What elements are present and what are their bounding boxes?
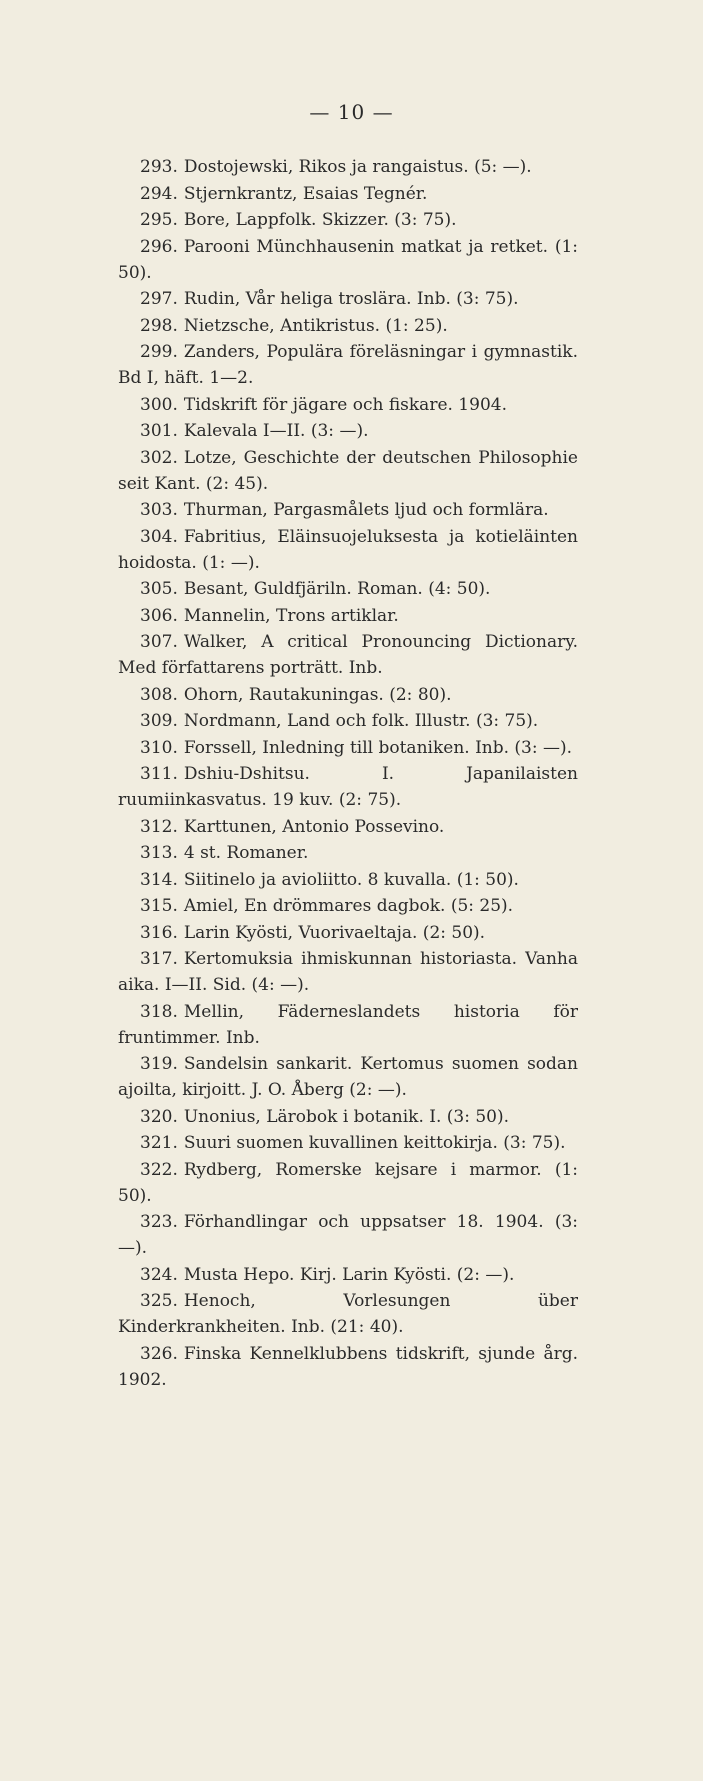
entry-number: 313. — [140, 843, 178, 863]
entry-number: 310. — [140, 737, 178, 758]
entry-number: 302. — [140, 447, 178, 468]
entry-text: Forssell, Inledning till botaniken. Inb. (3: —). — [183, 737, 573, 758]
page-number: — 10 — — [309, 100, 394, 124]
list-item — [118, 1051, 578, 1103]
entry-text: Kertomuksia ihmiskunnan historiasta. Vanha aika. I—II. Sid. (4: —). — [118, 949, 578, 995]
list-item — [118, 524, 578, 576]
list-item — [118, 946, 578, 998]
entry-number: 324. — [140, 1264, 178, 1285]
entry-number: 304. — [140, 526, 178, 547]
entry-number: 314. — [140, 869, 178, 890]
entry-text: Ohorn, Rautakuningas. (2: 80). — [183, 684, 452, 705]
entry-text: Besant, Guldfjäriln. Roman. (4: 50). — [183, 579, 491, 599]
list-item — [118, 181, 578, 207]
entry-text: Rydberg, Romerske kejsare i marmor. (1: 50). — [118, 1159, 578, 1206]
entry-number: 307. — [140, 632, 178, 652]
entry-text: Nordmann, Land och folk. Illustr. (3: 75). — [183, 711, 539, 731]
list-item — [118, 708, 578, 734]
list-item — [118, 418, 578, 444]
entry-text: Sandelsin sankarit. Kertomus suomen sodan ajoilta, kirjoitt. J. O. Åberg (2: —). — [118, 1054, 578, 1100]
entry-number: 296. — [140, 236, 178, 257]
entry-text: Karttunen, Antonio Possevino. — [183, 816, 445, 837]
entry-number: 299. — [140, 342, 178, 362]
list-item — [118, 735, 578, 761]
entry-number: 322. — [140, 1159, 178, 1180]
entry-text: Dshiu-Dshitsu. I. Japanilaisten ruumiinkasvatus. 19 kuv. (2: 75). — [118, 764, 578, 810]
entry-number: 301. — [140, 421, 178, 441]
list-item — [118, 1341, 578, 1393]
list-item — [118, 392, 578, 418]
list-item — [118, 207, 578, 233]
catalogue-entries — [118, 154, 578, 1393]
entry-text: Amiel, En drömmares dagbok. (5: 25). — [183, 896, 514, 916]
list-item — [118, 1288, 578, 1340]
entry-number: 305. — [140, 579, 178, 599]
entry-text: Unonius, Lärobok i botanik. I. (3: 50). — [183, 1106, 510, 1127]
entry-text: Kalevala I—II. (3: —). — [183, 421, 369, 441]
entry-text: Finska Kennelklubbens tidskrift, sjunde årg. 1902. — [118, 1343, 578, 1390]
entry-number: 308. — [140, 684, 178, 705]
entry-text: Tidskrift för jägare och fiskare. 1904. — [183, 394, 507, 415]
entry-number: 295. — [140, 210, 178, 230]
entry-text: Rudin, Vår heliga troslära. Inb. (3: 75). — [183, 289, 519, 309]
entry-number: 315. — [140, 896, 178, 916]
entry-text: Stjernkrantz, Esaias Tegnér. — [183, 183, 428, 204]
entry-text: Fabritius, Eläinsuojeluksesta ja kotieläinten hoidosta. (1: —). — [118, 526, 578, 573]
entry-text: Thurman, Pargasmålets ljud och formlära. — [183, 500, 549, 520]
entry-number: 303. — [140, 500, 178, 520]
entry-text: Mannelin, Trons artiklar. — [183, 605, 399, 626]
entry-text: Siitinelo ja avioliitto. 8 kuvalla. (1: 50). — [183, 869, 519, 890]
list-item — [118, 893, 578, 919]
entry-number: 325. — [140, 1291, 178, 1311]
list-item — [118, 313, 578, 339]
list-item — [118, 999, 578, 1051]
list-item — [118, 1157, 578, 1209]
list-item — [118, 234, 578, 286]
entry-text: Parooni Münchhausenin matkat ja retket. (1: 50). — [118, 236, 578, 283]
list-item — [118, 682, 578, 708]
entry-number: 297. — [140, 289, 178, 309]
list-item — [118, 497, 578, 523]
entry-number: 312. — [140, 816, 178, 837]
entry-text: Dostojewski, Rikos ja rangaistus. (5: —). — [183, 157, 532, 177]
entry-text: Suuri suomen kuvallinen keittokirja. (3: 75). — [183, 1133, 566, 1153]
entry-text: Förhandlingar och uppsatser 18. 1904. (3: —). — [118, 1212, 578, 1258]
entry-text: Nietzsche, Antikristus. (1: 25). — [183, 315, 448, 336]
list-item — [118, 576, 578, 602]
entry-number: 321. — [140, 1133, 178, 1153]
list-item — [118, 1104, 578, 1130]
entry-text: Bore, Lappfolk. Skizzer. (3: 75). — [183, 210, 457, 230]
entry-text: Mellin, Fäderneslandets historia för fruntimmer. Inb. — [118, 1001, 578, 1048]
list-item — [118, 154, 578, 180]
entry-text: Henoch, Vorlesungen über Kinderkrankheiten. Inb. (21: 40). — [118, 1291, 578, 1337]
entry-number: 300. — [140, 394, 178, 415]
list-item — [118, 286, 578, 312]
list-item — [118, 1130, 578, 1156]
entry-text: Zanders, Populära föreläsningar i gymnastik. Bd I, häft. 1—2. — [118, 342, 578, 388]
entry-number: 311. — [140, 764, 178, 784]
entry-number: 309. — [140, 711, 178, 731]
entry-number: 293. — [140, 157, 178, 177]
entry-number: 326. — [140, 1343, 178, 1364]
list-item — [118, 840, 578, 866]
entry-text: Larin Kyösti, Vuorivaeltaja. (2: 50). — [183, 922, 486, 943]
entry-text: Musta Hepo. Kirj. Larin Kyösti. (2: —). — [183, 1264, 515, 1285]
entry-number: 320. — [140, 1106, 178, 1127]
list-item — [118, 920, 578, 946]
entry-number: 306. — [140, 605, 178, 626]
entry-number: 316. — [140, 922, 178, 943]
entry-text: 4 st. Romaner. — [183, 843, 309, 863]
list-item — [118, 603, 578, 629]
entry-text: Walker, A critical Pronouncing Dictionary. Med författarens porträtt. Inb. — [118, 632, 578, 678]
entry-number: 317. — [140, 949, 178, 969]
list-item — [118, 867, 578, 893]
list-item — [118, 1209, 578, 1261]
entry-number: 318. — [140, 1001, 178, 1022]
entry-number: 319. — [140, 1054, 178, 1074]
list-item — [118, 761, 578, 813]
list-item — [118, 445, 578, 497]
entry-number: 298. — [140, 315, 178, 336]
entry-number: 294. — [140, 183, 178, 204]
entry-number: 323. — [140, 1212, 178, 1232]
list-item — [118, 629, 578, 681]
list-item — [118, 339, 578, 391]
list-item — [118, 1262, 578, 1288]
list-item — [118, 814, 578, 840]
entry-text: Lotze, Geschichte der deutschen Philosophie seit Kant. (2: 45). — [118, 447, 578, 494]
